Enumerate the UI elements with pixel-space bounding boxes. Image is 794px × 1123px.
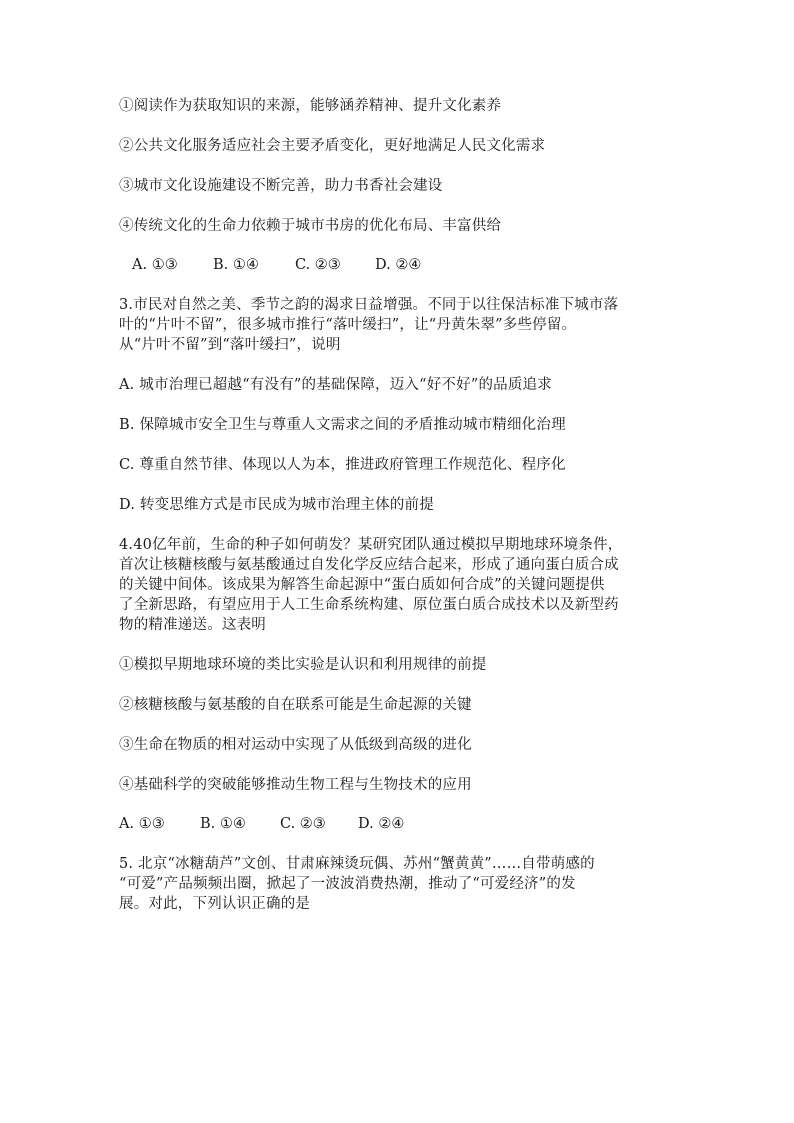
q2-option-a: A. ①③ [132, 257, 178, 273]
q4-option-a: A. ①③ [119, 816, 165, 832]
q3-stem-line-3: 从“片叶不留”到“落叶缓扫”，说明 [119, 337, 341, 353]
q5-stem-line-3: 展。对此，下列认识正确的是 [119, 896, 311, 912]
q3-stem-line-2: 叶的“片叶不留”，很多城市推行“落叶缓扫”，让“丹黄朱翠”多些停留。 [119, 317, 577, 333]
q5-stem-line-2: “可爱”产品频频出圈，掀起了一波波消费热潮，推动了“可爱经济”的发 [119, 876, 576, 892]
q2-option-b: B. ①④ [213, 257, 259, 273]
q4-stem-line-1: 4.40亿年前，生命的种子如何萌发？某研究团队通过模拟早期地球环境条件， [119, 537, 623, 553]
q3-choice-b: B. 保障城市安全卫生与尊重人文需求之间的矛盾推动城市精细化治理 [119, 417, 566, 433]
q2-statement-2: ②公共文化服务适应社会主要矛盾变化，更好地满足人民文化需求 [119, 138, 546, 154]
q4-option-c: C. ②③ [280, 816, 326, 832]
q4-stem-line-3: 的关键中间体。该成果为解答生命起源中“蛋白质如何合成”的关键问题提供 [119, 577, 605, 593]
q3-stem-line-1: 3.市民对自然之美、季节之韵的渴求日益增强。不同于以往保洁标准下城市落 [119, 297, 619, 313]
q2-option-d: D. ②④ [375, 257, 422, 273]
q2-option-c: C. ②③ [295, 257, 341, 273]
q4-option-d: D. ②④ [358, 816, 405, 832]
q4-statement-4: ④基础科学的突破能够推动生物工程与生物技术的应用 [119, 777, 472, 793]
q4-stem-line-4: 了全新思路，有望应用于人工生命系统构建、原位蛋白质合成技术以及新型药 [119, 597, 619, 613]
q4-stem-line-5: 物的精准递送。这表明 [119, 617, 266, 633]
q4-statement-3: ③生命在物质的相对运动中实现了从低级到高级的进化 [119, 737, 472, 753]
q5-stem-line-1: 5. 北京“冰糖葫芦”文创、甘肃麻辣烫玩偶、苏州“蟹黄黄”……自带萌感的 [119, 856, 595, 872]
q4-stem-line-2: 首次让核糖核酸与氨基酸通过自发化学反应结合起来，形成了通向蛋白质合成 [119, 557, 619, 573]
q2-statement-3: ③城市文化设施建设不断完善，助力书香社会建设 [119, 178, 443, 194]
q2-statement-4: ④传统文化的生命力依赖于城市书房的优化布局、丰富供给 [119, 218, 502, 234]
q3-choice-d: D. 转变思维方式是市民成为城市治理主体的前提 [119, 497, 434, 513]
q3-choice-a: A. 城市治理已超越“有没有”的基础保障，迈入“好不好”的品质追求 [119, 377, 552, 393]
q4-option-b: B. ①④ [200, 816, 246, 832]
q2-statement-1: ①阅读作为获取知识的来源，能够涵养精神、提升文化素养 [119, 98, 502, 114]
q3-choice-c: C. 尊重自然节律、体现以人为本，推进政府管理工作规范化、程序化 [119, 457, 566, 473]
q4-statement-2: ②核糖核酸与氨基酸的自在联系可能是生命起源的关键 [119, 697, 472, 713]
q4-statement-1: ①模拟早期地球环境的类比实验是认识和利用规律的前提 [119, 657, 487, 673]
